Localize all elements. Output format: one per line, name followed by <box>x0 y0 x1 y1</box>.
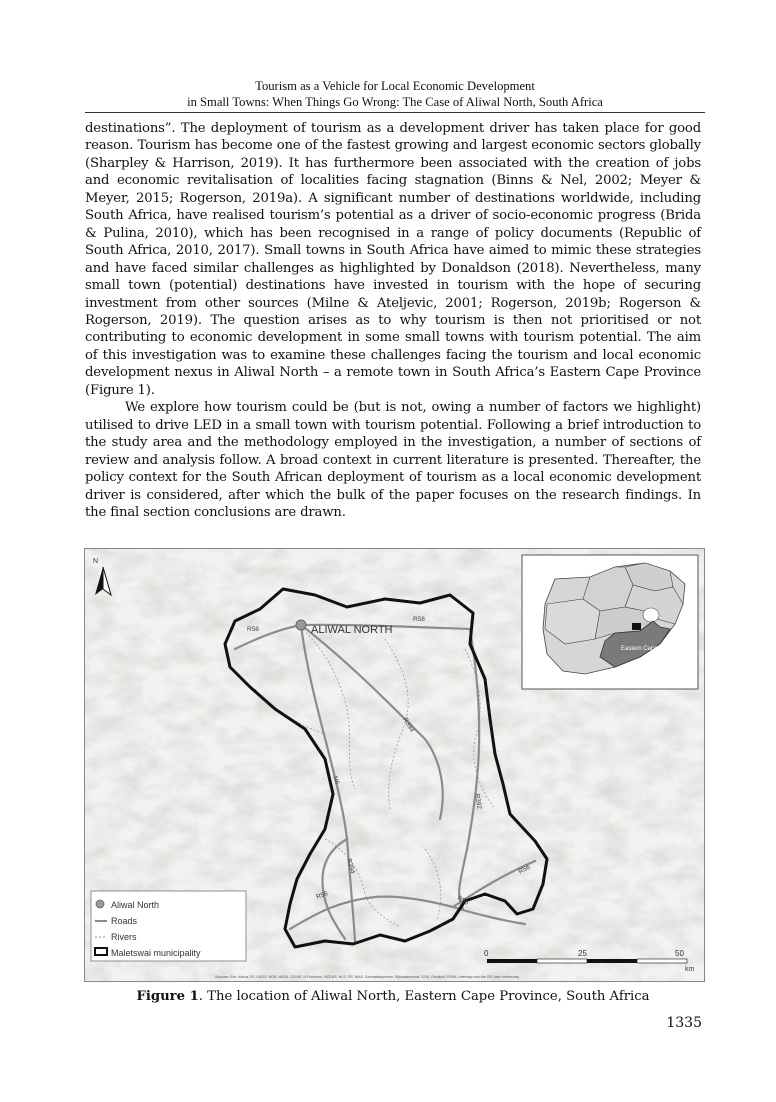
road-label: R58 <box>247 626 259 633</box>
scale-tick: 50 <box>675 949 684 958</box>
body-text <box>85 120 701 521</box>
figure-map <box>84 548 705 982</box>
figure-caption <box>85 988 701 1005</box>
scale-unit: km <box>685 966 695 973</box>
town-label: ALIWAL NORTH <box>311 624 393 636</box>
legend-town: Aliwal North <box>111 900 160 910</box>
road-label: R392 <box>473 793 483 810</box>
scale-segment <box>637 959 687 963</box>
legend-rivers: Rivers <box>111 932 137 942</box>
scale-tick: 25 <box>578 949 587 958</box>
road-label: R58 <box>413 616 425 623</box>
road-label: R394 <box>345 857 356 875</box>
legend-roads: Roads <box>111 916 138 926</box>
inset-map <box>522 555 698 689</box>
header-rule <box>85 112 705 113</box>
road-label: R56 <box>456 894 470 907</box>
caption-label: Figure 1 <box>136 989 199 1004</box>
road-label: R394 <box>401 716 416 734</box>
paragraph-2: We explore how tourism could be (but is not, owing a number of factors we highlight) utilised to drive LED in a small town with tourism potential. Following a brief introduction to the study area and the methodology employed in the investigation, a number of sections of review and analysis follow. A broad context in current literature is presented. Thereafter, the policy context for the South African deployment of tourism as a local economic development driver is considered, after which the bulk of the paper focuses on the research findings. In the final section conclusions are drawn. <box>85 400 701 520</box>
map-credits: Sources: Esri, Airbus DS, USGS, NGA, NASA, CGIAR, N Robinson, NCEAS, NLS, OS, NMA, Geodatastyrelsen, Rijkswaterstaat, GSA, Geoland, FEMA, Intermap and the GIS user community <box>215 975 520 979</box>
running-header <box>85 78 705 110</box>
inset-label: Eastern Cape <box>621 646 658 652</box>
caption-text: . The location of Aliwal North, Eastern Cape Province, South Africa <box>198 989 650 1004</box>
paragraph-1: destinations”. The deployment of tourism as a development driver has taken place for good reason. Tourism has become one of the fastest growing and largest economic sectors globally (Sharpley & Harrison, 2019). It has furthermore been associated with the creation of jobs and economic revitalisation of localities facing stagnation (Binns & Nel, 2002; Meyer & Meyer, 2015; Rogerson, 2019a). A significant number of destinations worldwide, including South Africa, have realised tourism’s potential as a driver of socio-economic progress (Brida & Pulina, 2010), which has been recognised in a range of policy documents (Republic of South Africa, 2010, 2017). Small towns in South Africa have aimed to mimic these strategies and have faced similar challenges as highlighted by Donaldson (2018). Nevertheless, many small town (potential) destinations have invested in tourism with the hope of securing investment from other sources (Milne & Ateljevic, 2001; Rogerson, 2019b; Rogerson & Rogerson, 2019). The question arises as to why tourism is then not prioritised or not contributing to economic development in some small towns with tourism potential. The aim of this investigation was to examine these challenges facing the tourism and local economic development nexus in Aliwal North – a remote town in South Africa’s Eastern Cape Province (Figure 1). <box>85 121 701 398</box>
map-svg <box>85 549 704 981</box>
road-label: R56 <box>517 863 532 876</box>
road-label: R56 <box>315 890 329 901</box>
study-area-marker <box>632 623 641 630</box>
scale-segment <box>587 959 637 963</box>
road-label: N6 <box>331 775 341 786</box>
header-line-1: Tourism as a Vehicle for Local Economic Development <box>255 79 535 93</box>
north-label: N <box>93 558 99 565</box>
scale-segment <box>537 959 587 963</box>
scale-tick: 0 <box>484 949 489 958</box>
aliwal-north-marker <box>296 620 306 630</box>
legend <box>91 891 246 961</box>
scale-segment <box>487 959 537 963</box>
legend-municipality-icon <box>95 948 107 955</box>
header-line-2: in Small Towns: When Things Go Wrong: The Case of Aliwal North, South Africa <box>187 95 603 109</box>
page-number: 1335 <box>666 1015 702 1031</box>
lesotho <box>643 608 659 622</box>
legend-municipality: Maletswai municipality <box>111 948 201 958</box>
legend-town-icon <box>96 900 104 908</box>
